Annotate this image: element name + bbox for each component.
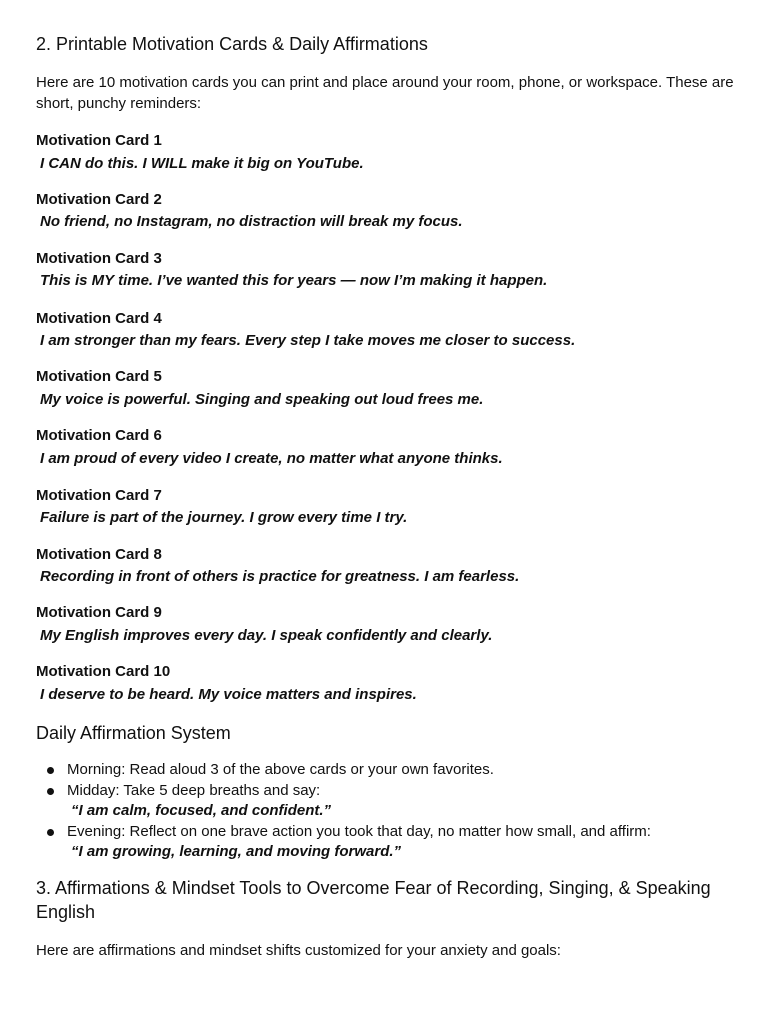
card-title: Motivation Card 7 [36, 487, 162, 504]
card-title: Motivation Card 5 [36, 368, 162, 385]
affirmation-quote: “I am calm, focused, and confident.” [71, 802, 332, 819]
card-text: I CAN do this. I WILL make it big on YouTube. [40, 155, 364, 172]
card-text: I deserve to be heard. My voice matters and inspires. [40, 686, 417, 703]
card-text: This is MY time. I’ve wanted this for years — now I’m making it happen. [40, 272, 548, 289]
list-item [36, 781, 748, 822]
card-text: I am stronger than my fears. Every step I take moves me closer to success. [40, 332, 576, 349]
card-text: No friend, no Instagram, no distraction will break my focus. [40, 213, 463, 230]
card-text: My English improves every day. I speak confidently and clearly. [40, 627, 493, 644]
affirmation-quote: “I am growing, learning, and moving forward.” [71, 843, 402, 860]
card-title: Motivation Card 3 [36, 250, 162, 267]
card-title: Motivation Card 9 [36, 604, 162, 621]
affirmation-list [36, 760, 748, 863]
card-title: Motivation Card 4 [36, 310, 162, 327]
bullet-text: Morning: Read aloud 3 of the above cards or your own favorites. [67, 761, 494, 778]
card-title: Motivation Card 6 [36, 427, 162, 444]
bullet-dot [47, 829, 54, 836]
card-text: My voice is powerful. Singing and speaking out loud frees me. [40, 391, 484, 408]
card-text: Failure is part of the journey. I grow every time I try. [40, 509, 408, 526]
section-3-heading: 3. Affirmations & Mindset Tools to Overcome Fear of Recording, Singing, & Speaking English [36, 878, 711, 922]
card-title: Motivation Card 8 [36, 546, 162, 563]
section-3-intro: Here are affirmations and mindset shifts customized for your anxiety and goals: [36, 942, 561, 959]
bullet-text: Evening: Reflect on one brave action you took that day, no matter how small, and affirm: [67, 822, 651, 840]
list-item [36, 760, 748, 781]
bullet-text: Midday: Take 5 deep breaths and say: [67, 781, 321, 799]
bullet-dot [47, 788, 54, 795]
card-text: Recording in front of others is practice for greatness. I am fearless. [40, 568, 520, 585]
affirmation-system-heading: Daily Affirmation System [36, 723, 231, 743]
card-title: Motivation Card 2 [36, 191, 162, 208]
section-2-intro: Here are 10 motivation cards you can print and place around your room, phone, or workspace. These are short, punchy reminders: [36, 74, 734, 112]
section-2-heading: 2. Printable Motivation Cards & Daily Affirmations [36, 34, 428, 54]
card-text: I am proud of every video I create, no matter what anyone thinks. [40, 450, 503, 467]
card-title: Motivation Card 1 [36, 132, 162, 149]
list-item [36, 822, 748, 863]
card-title: Motivation Card 10 [36, 663, 171, 680]
bullet-dot [47, 767, 54, 774]
